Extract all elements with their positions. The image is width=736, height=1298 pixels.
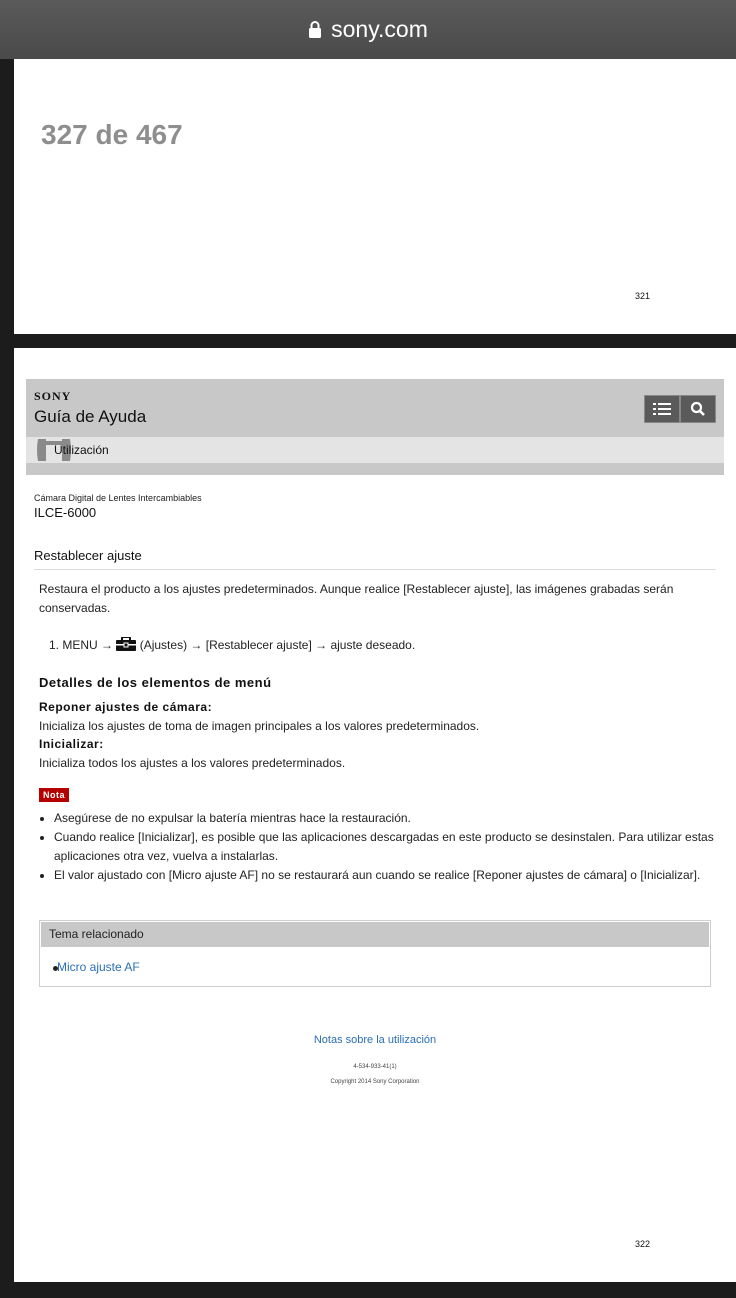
browser-address-bar[interactable] <box>0 0 736 59</box>
note-badge: Nota <box>39 788 69 802</box>
note-item: • El valor ajustado con [Micro ajuste AF] no se restaurará aun cuando se realice [Reponer ajustes de cámara] o [Inicializar]. <box>54 866 714 885</box>
toc-button[interactable] <box>644 395 680 423</box>
item-initialize-title: Inicializar: <box>39 737 104 751</box>
guide-title: Guía de Ayuda <box>34 407 147 426</box>
notes-list <box>39 809 714 885</box>
section-bar-bottom <box>26 463 724 475</box>
help-guide-header <box>26 379 724 437</box>
step-number: 1. <box>49 638 60 652</box>
page-counter: 327 de 467 <box>41 119 183 150</box>
intro-text: Restaura el producto a los ajustes predeterminados. Aunque realice [Restablecer ajuste], las imágenes grabadas serán conservadas. <box>39 582 674 615</box>
step-menu: MENU → <box>62 638 114 652</box>
pdf-page-321 <box>14 59 736 334</box>
note-item: • Asegúrese de no expulsar la batería mientras hace la restauración. <box>54 809 714 828</box>
page-number: 321 <box>635 291 651 301</box>
search-button[interactable] <box>680 395 716 423</box>
item-initialize-desc: Inicializa todos los ajustes a los valores predeterminados. <box>39 756 346 770</box>
section-label[interactable]: Utilización <box>54 443 109 457</box>
item-reset-camera-title: Reponer ajustes de cámara: <box>39 700 213 714</box>
related-topics-box <box>39 920 711 987</box>
step-text: (Ajustes) → [Restablecer ajuste] → ajuste deseado. <box>139 638 416 652</box>
usage-notes-link[interactable]: Notas sobre la utilización <box>313 1034 437 1046</box>
related-topics-header: Tema relacionado <box>40 921 710 948</box>
lock-icon <box>308 20 322 38</box>
search-icon <box>690 401 706 417</box>
pdf-page-322 <box>14 348 736 1282</box>
topic-title: Restablecer ajuste <box>34 548 142 563</box>
doc-code: 4-534-933-41(1) <box>353 1064 397 1070</box>
sony-logo: SONY <box>34 389 72 403</box>
copyright: Copyright 2014 Sony Corporation <box>330 1079 420 1085</box>
product-type: Cámara Digital de Lentes Intercambiables <box>34 493 202 503</box>
item-reset-camera-desc: Inicializa los ajustes de toma de imagen principales a los valores predeterminados. <box>39 719 480 733</box>
section-bar <box>26 437 724 463</box>
details-heading: Detalles de los elementos de menú <box>39 675 272 690</box>
list-icon <box>653 402 671 416</box>
note-item: • Cuando realice [Inicializar], es posible que las aplicaciones descargadas en este producto se desinstalen. Para utilizar estas aplicaciones otra vez, vuelva a instalarlas. <box>54 828 714 866</box>
related-link-micro-af[interactable]: Micro ajuste AF <box>57 960 140 974</box>
page-number: 322 <box>635 1239 651 1249</box>
model-name: ILCE-6000 <box>34 505 97 520</box>
domain-label: sony.com <box>331 16 428 42</box>
toolbox-icon <box>116 637 136 651</box>
step-1 <box>49 636 721 655</box>
title-divider <box>34 569 716 570</box>
